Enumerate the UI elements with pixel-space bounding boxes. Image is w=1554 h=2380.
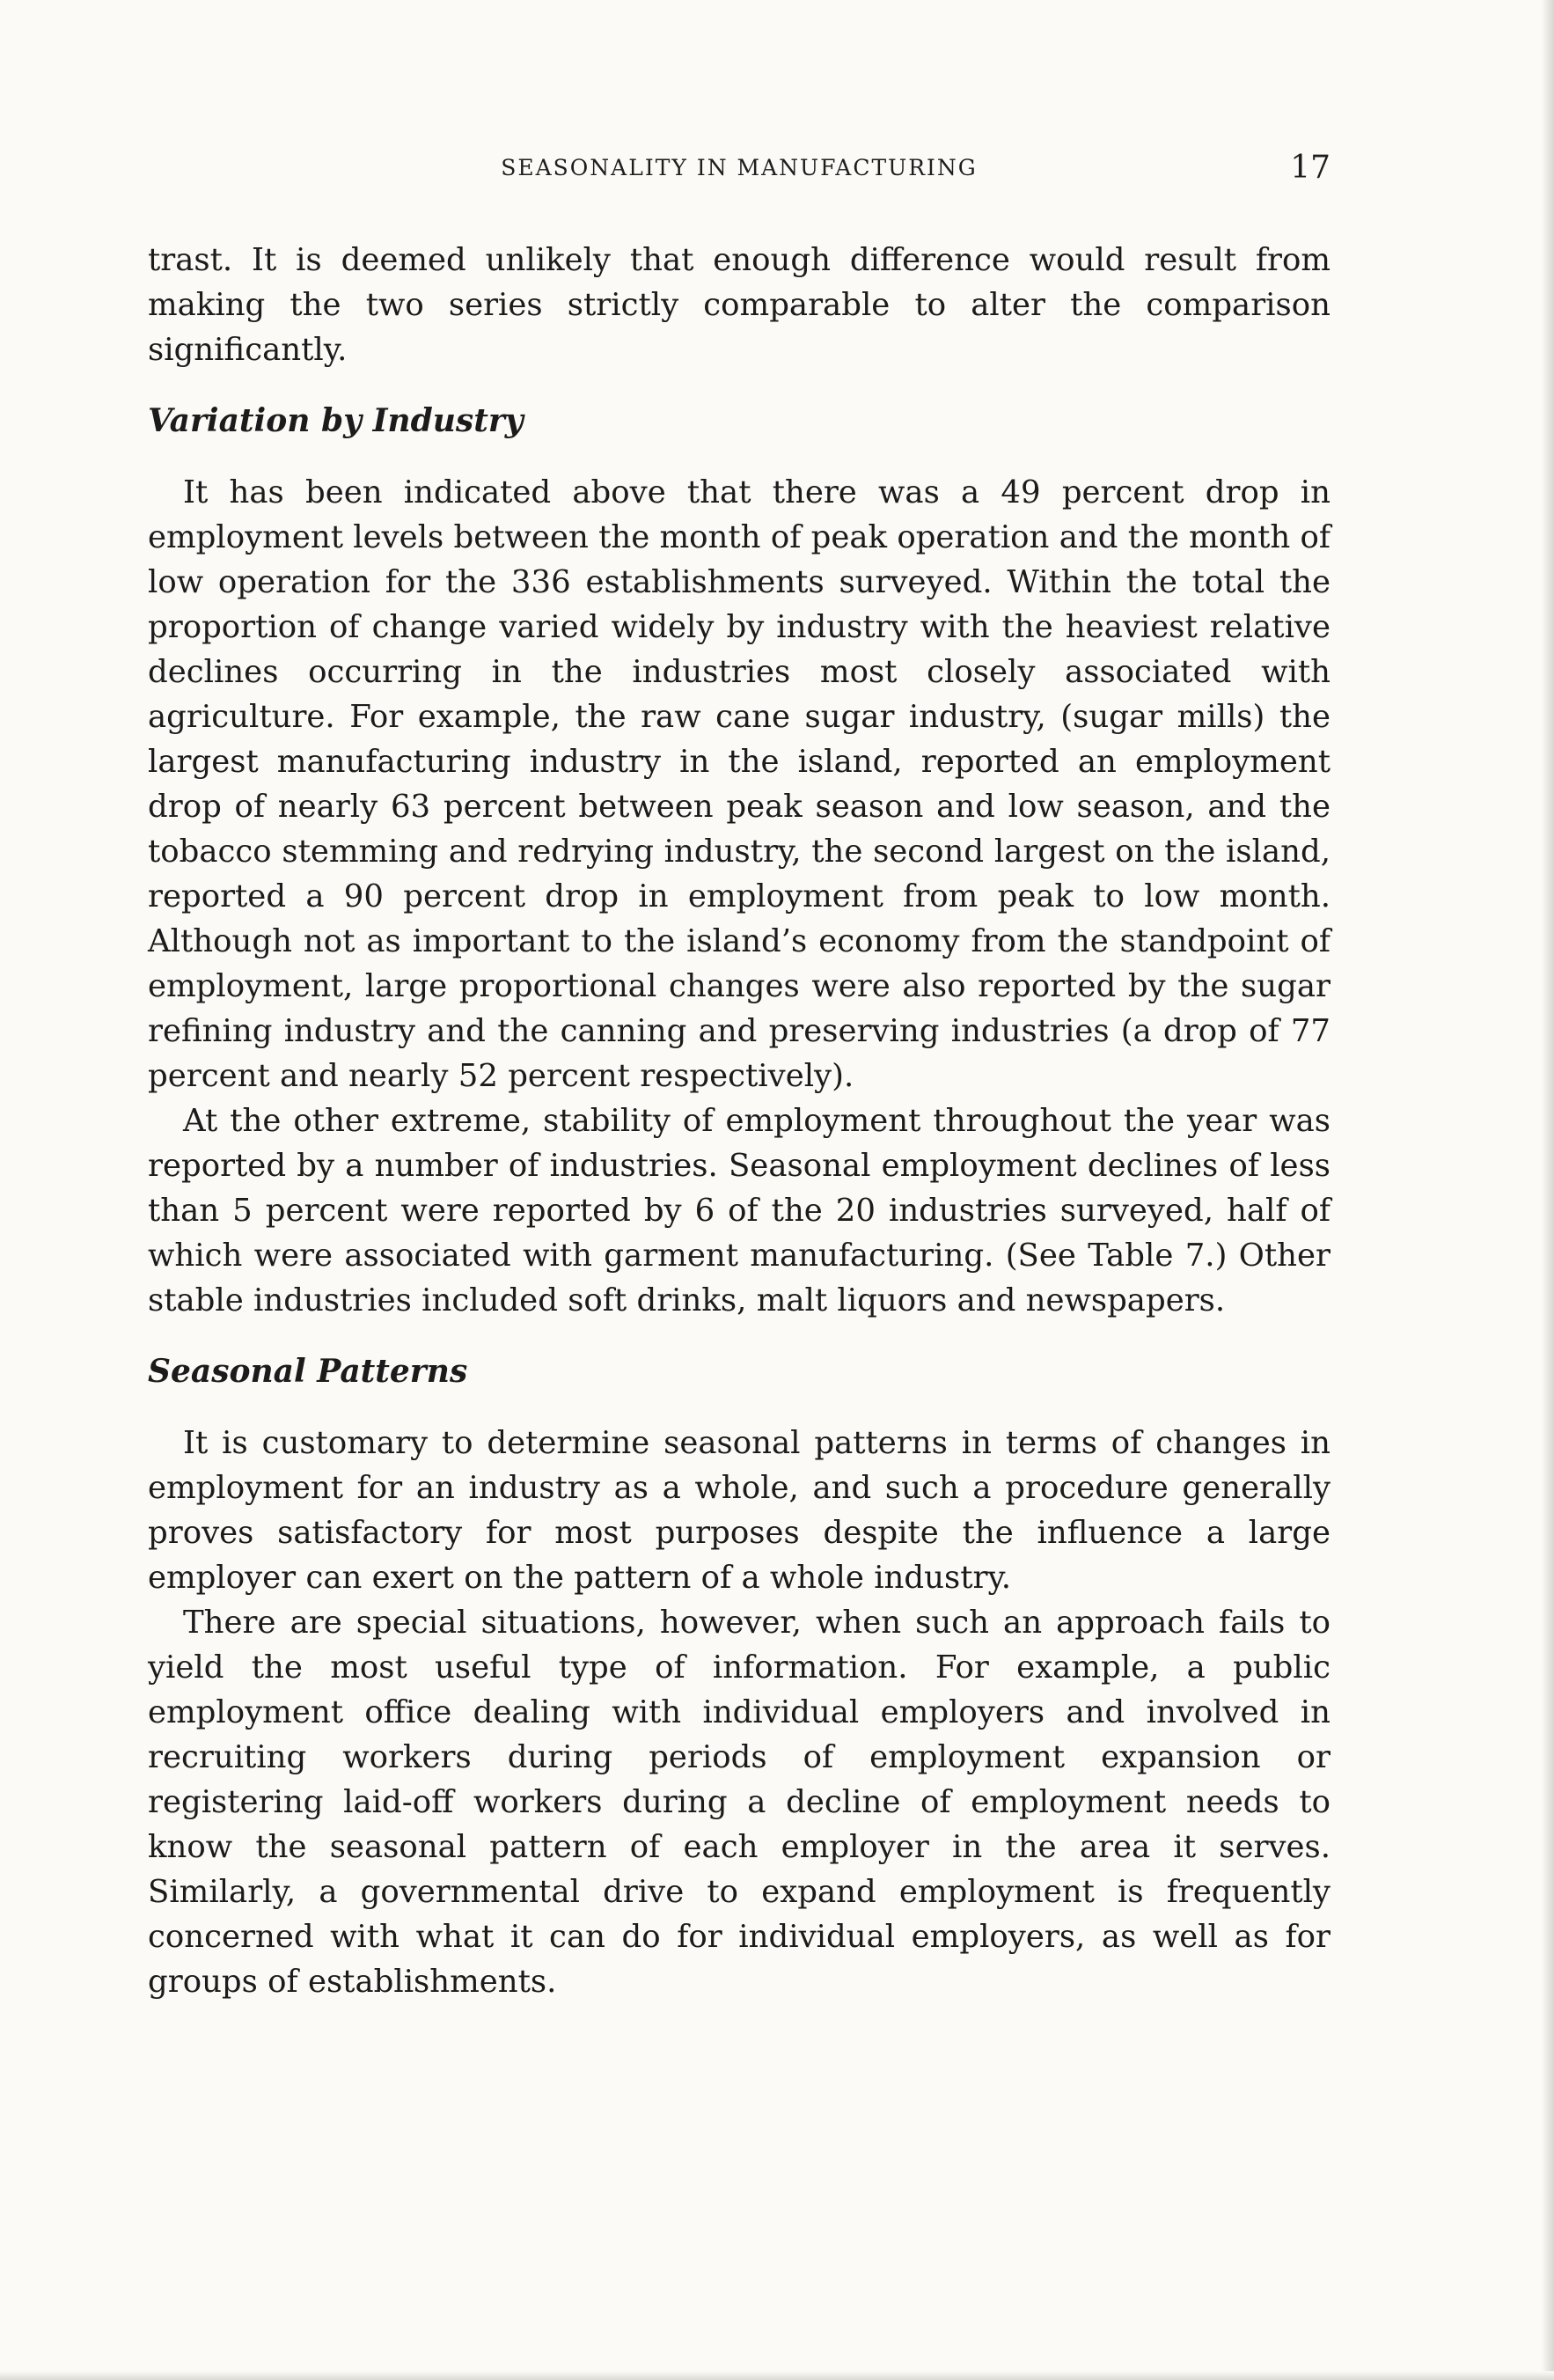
page-header: [148, 150, 1330, 190]
paragraph-variation-2: At the other extreme, stability of employment throughout the year was reported by a number of industries. Seasonal employment declines of less than 5 percent were reported by 6 of the 20 industries surveyed, half of which were associated with garment manufacturing. (See Table 7.) Other stable industries included soft drinks, malt liquors and newspapers.: [148, 1103, 1330, 1319]
page-number: 17: [1290, 150, 1330, 186]
body-text: [148, 238, 1330, 2004]
paragraph-seasonal-2: There are special situations, however, when such an approach fails to yield the most useful type of information. For example, a public employment office dealing with individual employers and involved in recruiting workers during periods of employment expansion or registering laid-off workers during a decline of employment needs to know the seasonal pattern of each employer in the area it serves. Similarly, a governmental drive to expand employment is frequently concerned with what it can do for individual employers, as well as for groups of establishments.: [148, 1605, 1330, 2000]
section-heading-variation: Variation by Industry: [148, 402, 524, 439]
paragraph-variation-1: It has been indicated above that there was a 49 percent drop in employment levels between the month of peak operation and the month of low operation for the 336 establishments surveyed. Within the total the proportion of change varied widely by industry with the heaviest relative declines occurring in the industries most closely associated with agriculture. For example, the raw cane sugar industry, (sugar mills) the largest manufacturing industry in the island, reported an employment drop of nearly 63 percent between peak season and low season, and the tobacco stemming and redrying industry, the second largest on the island, reported a 90 percent drop in employment from peak to low month. Although not as important to the island’s economy from the standpoint of employment, large proportional changes were also reported by the sugar refining industry and the canning and preserving industries (a drop of 77 percent and nearly 52 percent respectively).: [148, 474, 1330, 1094]
running-head: SEASONALITY IN MANUFACTURING: [501, 155, 978, 180]
page-bottom-shadow: [0, 2371, 1554, 2380]
page-edge-shadow: [1542, 0, 1554, 2380]
section-heading-seasonal: Seasonal Patterns: [148, 1353, 468, 1390]
paragraph-seasonal-1: It is customary to determine seasonal patterns in terms of changes in employment for an industry as a whole, and such a procedure generally proves satisfactory for most purposes despite the influence a large employer can exert on the pattern of a whole industry.: [148, 1425, 1330, 1596]
paragraph-continued: trast. It is deemed unlikely that enough difference would result from making the two series strictly comparable to alter the comparison significantly.: [148, 242, 1330, 368]
